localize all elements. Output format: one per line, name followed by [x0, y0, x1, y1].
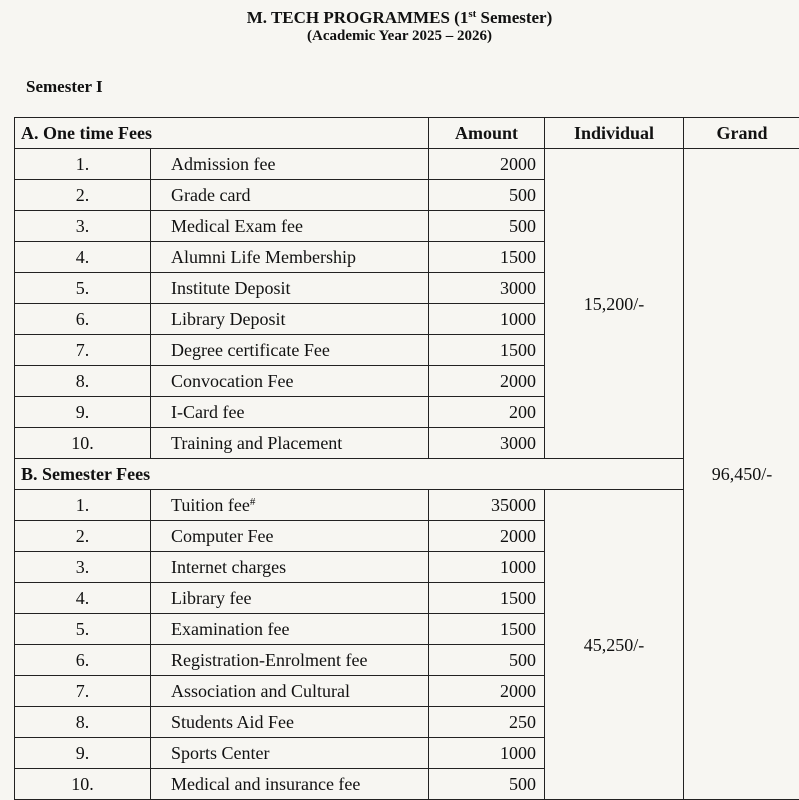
section-a-header: A. One time Fees [15, 118, 429, 149]
fee-name: Grade card [151, 180, 429, 211]
section-a-individual-total: 15,200/- [545, 149, 684, 459]
fee-amount: 3000 [429, 273, 545, 304]
row-number: 6. [15, 304, 151, 335]
fee-amount: 1500 [429, 242, 545, 273]
fee-name: Degree certificate Fee [151, 335, 429, 366]
fee-name: Library Deposit [151, 304, 429, 335]
fee-amount: 3000 [429, 428, 545, 459]
fee-amount: 2000 [429, 521, 545, 552]
academic-year: (Academic Year 2025 – 2026) [0, 27, 799, 45]
row-number: 5. [15, 273, 151, 304]
fee-amount: 1500 [429, 335, 545, 366]
fee-name-text: Medical and insurance fee [171, 774, 360, 794]
fee-name: Training and Placement [151, 428, 429, 459]
fee-name: Convocation Fee [151, 366, 429, 397]
fee-name-text: Computer Fee [171, 526, 273, 546]
grand-column-header: Grand [684, 118, 799, 149]
semester-label: Semester I [26, 77, 103, 97]
fee-name [151, 645, 429, 676]
row-number: 2. [15, 521, 151, 552]
fee-name [151, 490, 429, 521]
fee-name-text: Library fee [171, 588, 251, 608]
row-number: 7. [15, 676, 151, 707]
fee-name [151, 676, 429, 707]
fee-name [151, 521, 429, 552]
fee-name: Institute Deposit [151, 273, 429, 304]
fee-amount: 1500 [429, 614, 545, 645]
row-number: 4. [15, 583, 151, 614]
row-number: 8. [15, 366, 151, 397]
fee-name: Medical Exam fee [151, 211, 429, 242]
fee-name: Alumni Life Membership [151, 242, 429, 273]
fee-amount: 1000 [429, 304, 545, 335]
footnote-mark: # [250, 496, 256, 508]
fee-table [14, 117, 799, 800]
row-number: 1. [15, 149, 151, 180]
row-number: 4. [15, 242, 151, 273]
section-b-header-row [15, 459, 799, 490]
table-row [15, 149, 799, 180]
fee-amount: 1500 [429, 583, 545, 614]
fee-name [151, 614, 429, 645]
fee-name-text: Association and Cultural [171, 681, 350, 701]
row-number: 1. [15, 490, 151, 521]
fee-amount: 500 [429, 645, 545, 676]
row-number: 2. [15, 180, 151, 211]
section-b-individual-total: 45,250/- [545, 490, 684, 800]
row-number: 3. [15, 211, 151, 242]
fee-amount: 500 [429, 211, 545, 242]
fee-amount: 2000 [429, 149, 545, 180]
fee-name-text: Sports Center [171, 743, 270, 763]
fee-name [151, 583, 429, 614]
fee-name-text: Registration-Enrolment fee [171, 650, 367, 670]
fee-amount: 1000 [429, 738, 545, 769]
row-number: 9. [15, 397, 151, 428]
individual-column-header: Individual [545, 118, 684, 149]
table-header-row [15, 118, 799, 149]
fee-amount: 35000 [429, 490, 545, 521]
row-number: 10. [15, 769, 151, 800]
fee-amount: 500 [429, 180, 545, 211]
table-row [15, 490, 799, 521]
fee-name [151, 552, 429, 583]
fee-amount: 2000 [429, 366, 545, 397]
row-number: 6. [15, 645, 151, 676]
grand-total: 96,450/- [684, 149, 799, 800]
row-number: 8. [15, 707, 151, 738]
row-number: 5. [15, 614, 151, 645]
fee-name-text: Tuition fee [171, 495, 250, 515]
fee-amount: 200 [429, 397, 545, 428]
row-number: 10. [15, 428, 151, 459]
row-number: 3. [15, 552, 151, 583]
page-title: M. TECH PROGRAMMES (1st Semester) [0, 4, 799, 28]
fee-name-text: Internet charges [171, 557, 286, 577]
fee-name-text: Students Aid Fee [171, 712, 294, 732]
fee-amount: 500 [429, 769, 545, 800]
fee-name: I-Card fee [151, 397, 429, 428]
fee-amount: 2000 [429, 676, 545, 707]
row-number: 7. [15, 335, 151, 366]
fee-name [151, 738, 429, 769]
fee-amount: 1000 [429, 552, 545, 583]
row-number: 9. [15, 738, 151, 769]
fee-name-text: Examination fee [171, 619, 289, 639]
fee-amount: 250 [429, 707, 545, 738]
fee-name: Admission fee [151, 149, 429, 180]
section-b-header: B. Semester Fees [15, 459, 684, 490]
fee-name [151, 707, 429, 738]
amount-column-header: Amount [429, 118, 545, 149]
fee-name [151, 769, 429, 800]
